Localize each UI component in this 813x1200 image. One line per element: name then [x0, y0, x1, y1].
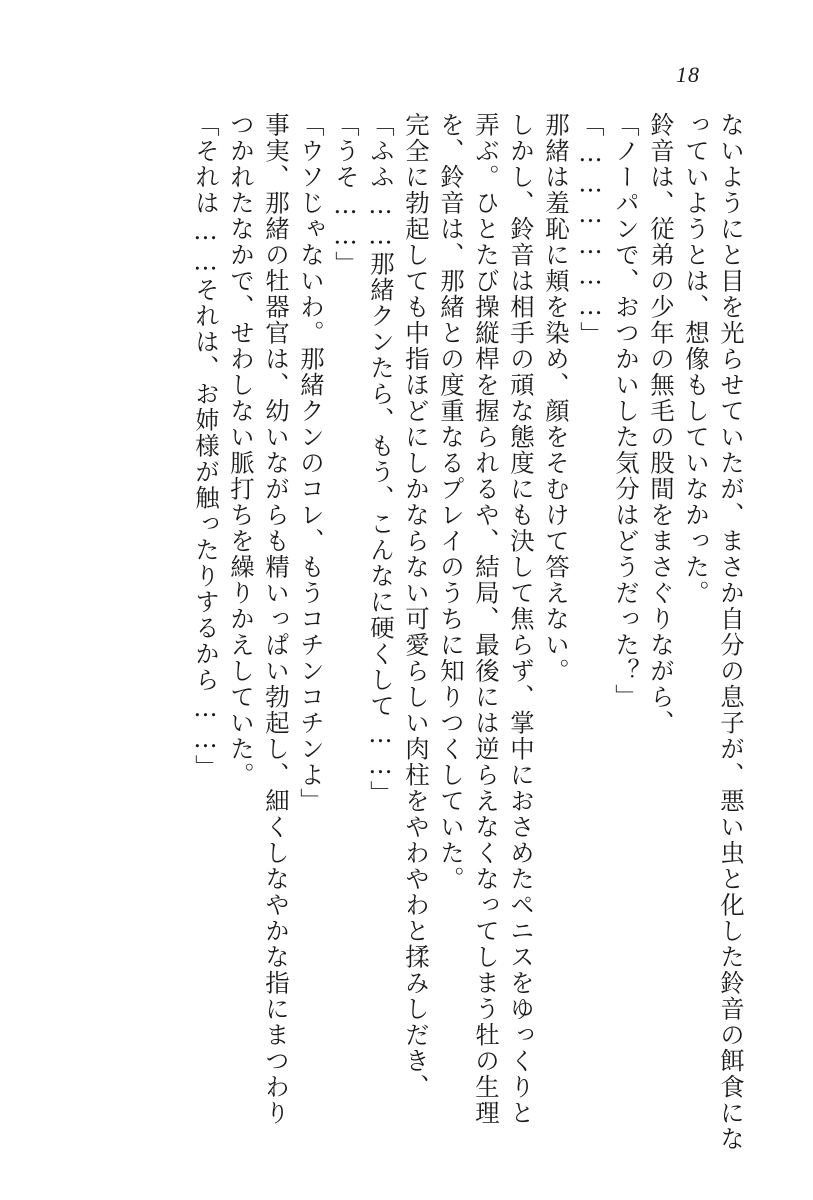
text-line-14: 事実、那緒の牡器官は、幼いながらも精いっぱい勃起し、細くしなやかな指にまつわり: [261, 112, 290, 1126]
text-line-10: 完全に勃起しても中指ほどにしかならない可愛らしい肉柱をやわやわと揉みしだき、: [401, 112, 430, 1100]
text-line-9: を、鈴音は、那緒との度重なるプレイのうちに知りつくしていた。: [436, 112, 465, 892]
text-line-5: 「………………」: [576, 112, 605, 348]
text-line-3: 鈴音は、従弟の少年の無毛の股間をまさぐりながら、: [646, 112, 675, 736]
page-number: 18: [676, 62, 700, 87]
text-line-16: 「それは……それは、お姉様が触ったりするから……」: [191, 112, 220, 781]
text-line-11: 「ふふ……那緒クンたら、もう、こんなに硬くして……」: [366, 112, 395, 807]
text-line-7: しかし、鈴音は相手の頑な態度にも決して焦らず、掌中におさめたペニスをゆっくりと: [506, 112, 535, 1126]
text-line-8: 弄ぶ。ひとたび操縦桿を握られるや、結局、最後には逆らえなくなってしまう牡の生理: [471, 112, 500, 1126]
text-line-12: 「うそ……」: [331, 112, 360, 278]
text-line-4: 「ノーパンで、おつかいした気分はどうだった？」: [611, 112, 640, 710]
text-line-6: 那緒は羞恥に頬を染め、顔をそむけて答えない。: [541, 112, 570, 684]
text-line-13: 「ウソじゃないわ。那緒クンのコレ、もうコチンコチンよ」: [296, 112, 325, 814]
vertical-text-block: [83, 112, 743, 1152]
text-line-15: つかれたなかで、せわしない脈打ちを繰りかえしていた。: [226, 112, 255, 788]
text-line-2: っていようとは、想像もしていなかった。: [681, 112, 710, 606]
text-line-1: ないようにと目を光らせていたが、まさか自分の息子が、悪い虫と化した鈴音の餌食にな: [716, 112, 745, 1152]
